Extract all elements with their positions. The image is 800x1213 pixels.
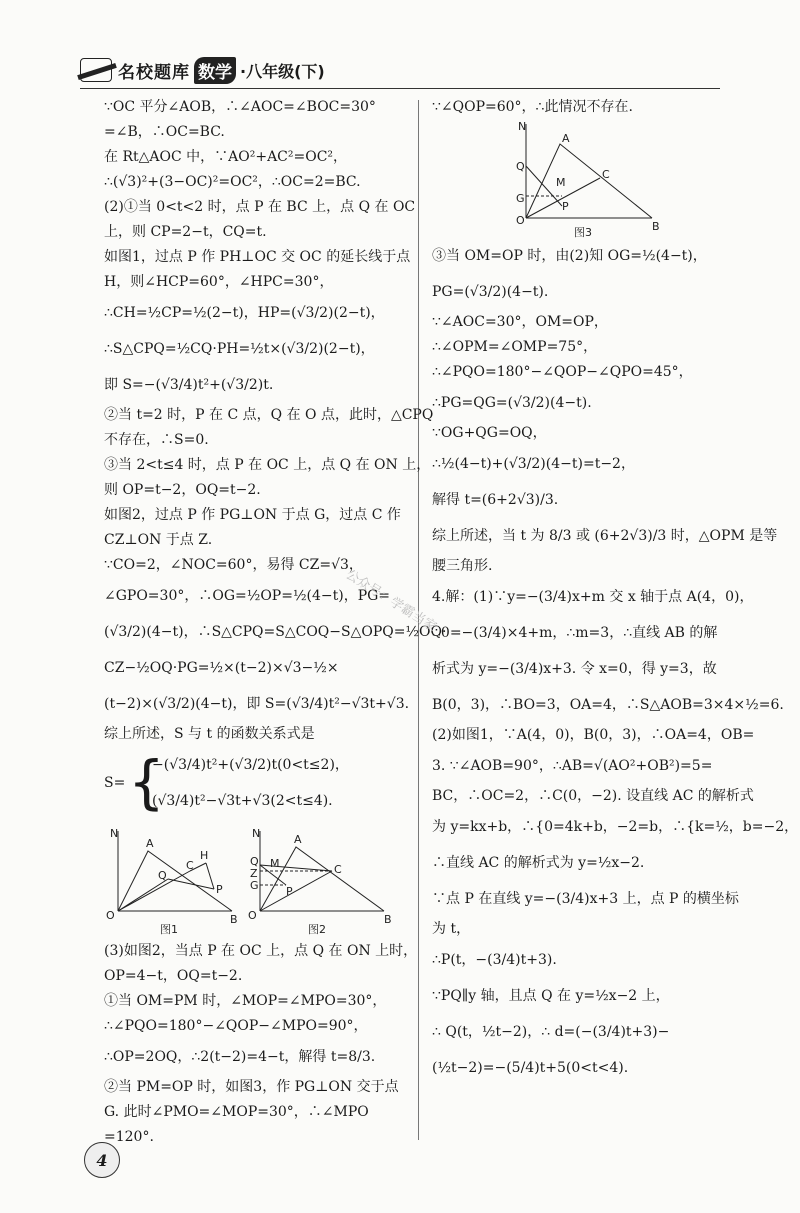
fig1-label-p: P [216,883,223,896]
left-after-line-2: OP=4−t，OQ=t−2. [104,968,243,984]
left-line-13: 不存在，∴S=0. [104,432,209,448]
fig1-label-h: H [200,849,209,862]
left-line-16: 如图2，过点 P 作 PG⊥ON 于点 G，过点 C 作 [104,507,401,523]
fig3-caption: 图3 [574,226,592,239]
left-after-line-7: G. 此时∠PMO=∠MOP=30°，∴∠MPO [104,1104,369,1120]
left-line-6: 上，则 CP=2−t，CQ=t. [104,224,267,240]
left-line-23: 综上所述，S 与 t 的函数关系式是 [104,726,315,742]
page-header [80,50,325,90]
right-line-19: 为 y=kx+b，∴{0=4k+b，−2=b，∴{k=½，b=−2， [432,819,799,835]
subject-badge: 数学 [194,57,236,84]
left-line-21: CZ−½OQ·PG=½×(t−2)×√3−½× [104,660,339,676]
brand-title: 名校题库 [118,62,190,83]
left-line-20: (√3/2)(4−t)，∴S△CPQ=S△COQ−S△OPQ=½OQ· [104,624,447,640]
left-line-8: H，则∠HCP=60°，∠HPC=30°， [104,274,334,290]
piecewise-case-2: (√3/4)t²−√3t+√3(2<t≤4). [152,793,333,809]
left-after-line-5: ∴OP=2OQ，∴2(t−2)=4−t，解得 t=8/3. [104,1049,376,1065]
fig2-label-b: B [384,913,392,926]
left-column [104,95,447,1150]
watermark: 公众号：学霸当家 [342,567,440,636]
figure-3-svg [512,120,692,238]
fig2-label-o: O [248,909,257,922]
right-line-21: ∵点 P 在直线 y=−(3/4)x+3 上，点 P 的横坐标 [432,891,739,907]
right-line-26: (½t−2)=−(5/4)t+5(0<t<4). [432,1060,629,1076]
left-after-line-8: =120°. [104,1129,154,1145]
fig2-label-g: G [250,879,259,892]
left-line-1: ∵OC 平分∠AOB，∴∠AOC=∠BOC=30° [104,99,376,115]
right-top-line-1: ∵∠QOP=60°，∴此情况不存在. [432,99,633,115]
right-line-2: PG=(√3/2)(4−t). [432,284,549,300]
piecewise-function [104,747,412,821]
right-line-24: ∵PQ∥y 轴，且点 Q 在 y=½x−2 上， [432,988,670,1004]
left-after-line-4: ∴∠PQO=180°−∠QOP−∠MPO=90°， [104,1018,368,1034]
fig2-label-c: C [334,863,342,876]
right-line-8: ∴½(4−t)+(√3/2)(4−t)=t−2， [432,456,635,472]
left-line-14: ③当 2<t≤4 时，点 P 在 OC 上，点 Q 在 ON 上， [104,457,431,473]
grade-label: ·八年级(下) [240,61,325,81]
left-line-17: CZ⊥ON 于点 Z. [104,532,213,548]
piecewise-brace: { [128,748,165,816]
right-line-7: ∵OG+QG=OQ， [432,425,547,441]
fig2-label-z: Z [250,867,258,880]
right-column [432,95,799,1086]
right-line-5: ∴∠PQO=180°−∠QOP−∠QPO=45°， [432,364,693,380]
left-after-line-3: ①当 OM=PM 时，∠MOP=∠MPO=30°， [104,993,387,1009]
fig2-caption: 图2 [308,923,326,936]
fig2-label-a: A [294,833,302,846]
left-after-line-6: ②当 PM=OP 时，如图3，作 PG⊥ON 交于点 [104,1079,399,1095]
fig3-label-q: Q [516,160,525,173]
fig1-label-b: B [230,913,238,926]
fig1-label-n: N [110,827,119,840]
right-line-13: ∴0=−(3/4)×4+m，∴m=3，∴直线 AB 的解 [432,625,718,641]
right-line-16: (2)如图1，∵A(4，0)，B(0，3)，∴OA=4，OB= [432,727,755,743]
fig3-label-n: N [518,120,527,133]
fig3-label-c: C [602,168,610,181]
left-line-10: ∴S△CPQ=½CQ·PH=½t×(√3/2)(2−t)， [104,341,375,357]
right-line-11: 腰三角形. [432,558,493,574]
header-rule [80,88,720,89]
figure-1-2-svg [104,827,412,939]
fig3-label-m: M [556,176,566,189]
fig1-label-o: O [106,909,115,922]
right-line-22: 为 t， [432,921,471,937]
right-line-9: 解得 t=(6+2√3)/3. [432,492,559,508]
left-line-22: (t−2)×(√3/2)(4−t)，即 S=(√3/4)t²−√3t+√3. [104,696,410,712]
right-line-3: ∵∠AOC=30°，OM=OP， [432,314,608,330]
piecewise-lhs: S= [104,775,126,791]
fig3-label-a: A [562,132,570,145]
left-line-12: ②当 t=2 时，P 在 C 点，Q 在 O 点，此时，△CPQ [104,407,434,423]
fig2-label-n: N [252,827,261,840]
right-line-15: B(0，3)，∴BO=3，OA=4，∴S△AOB=3×4×½=6. [432,697,784,713]
left-line-3: 在 Rt△AOC 中，∵AO²+AC²=OC²， [104,149,348,165]
right-line-23: ∴P(t，−(3/4)t+3). [432,952,557,968]
left-line-4: ∴(√3)²+(3−OC)²=OC²，∴OC=2=BC. [104,174,361,190]
fig1-label-q: Q [158,869,167,882]
right-line-12: 4.解：(1)∵y=−(3/4)x+m 交 x 轴于点 A(4，0)， [432,589,754,605]
page-number: 4 [84,1142,120,1178]
left-line-2: =∠B，∴OC=BC. [104,124,225,140]
right-line-4: ∴∠OPM=∠OMP=75°， [432,339,598,355]
right-line-18: BC，∴OC=2，∴C(0，−2). 设直线 AC 的解析式 [432,788,754,804]
fig2-label-p: P [286,885,293,898]
right-line-14: 析式为 y=−(3/4)x+3. 令 x=0，得 y=3，故 [432,661,717,677]
figures-1-2 [104,827,412,939]
fig1-label-c: C [186,859,194,872]
left-line-19: ∠GPO=30°，∴OG=½OP=½(4−t)，PG= [104,588,391,604]
right-line-1: ③当 OM=OP 时，由(2)知 OG=½(4−t)， [432,248,707,264]
fig2-label-m: M [270,857,280,870]
left-after-line-1: (3)如图2，当点 P 在 OC 上，点 Q 在 ON 上时， [104,943,418,959]
left-line-11: 即 S=−(√3/4)t²+(√3/2)t. [104,377,274,393]
fig3-label-o: O [516,214,525,227]
fig3-label-b: B [652,220,660,233]
left-line-9: ∴CH=½CP=½(2−t)，HP=(√3/2)(2−t)， [104,305,385,321]
left-line-18: ∵CO=2，∠NOC=60°，易得 CZ=√3， [104,557,363,573]
right-line-6: ∴PG=QG=(√3/2)(4−t). [432,395,592,411]
fig1-label-a: A [146,837,154,850]
right-line-10: 综上所述，当 t 为 8/3 或 (6+2√3)/3 时，△OPM 是等 [432,528,778,544]
fig1-caption: 图1 [160,923,178,936]
left-line-15: 则 OP=t−2，OQ=t−2. [104,482,261,498]
right-line-17: 3. ∵∠AOB=90°，∴AB=√(AO²+OB²)=5= [432,758,713,774]
piecewise-case-1: −(√3/4)t²+(√3/2)t(0<t≤2)， [152,757,349,773]
right-line-25: ∴ Q(t，½t−2)，∴ d=(−(3/4)t+3)− [432,1024,670,1040]
fig3-label-g: G [516,192,525,205]
fig3-label-p: P [562,200,569,213]
right-line-20: ∴直线 AC 的解析式为 y=½x−2. [432,855,645,871]
left-line-5: (2)①当 0<t<2 时，点 P 在 BC 上，点 Q 在 OC [104,199,416,215]
fig2-label-q: Q [250,855,259,868]
figure-3 [512,120,722,238]
book-logo-icon [80,58,112,82]
left-line-7: 如图1，过点 P 作 PH⊥OC 交 OC 的延长线于点 [104,249,411,265]
